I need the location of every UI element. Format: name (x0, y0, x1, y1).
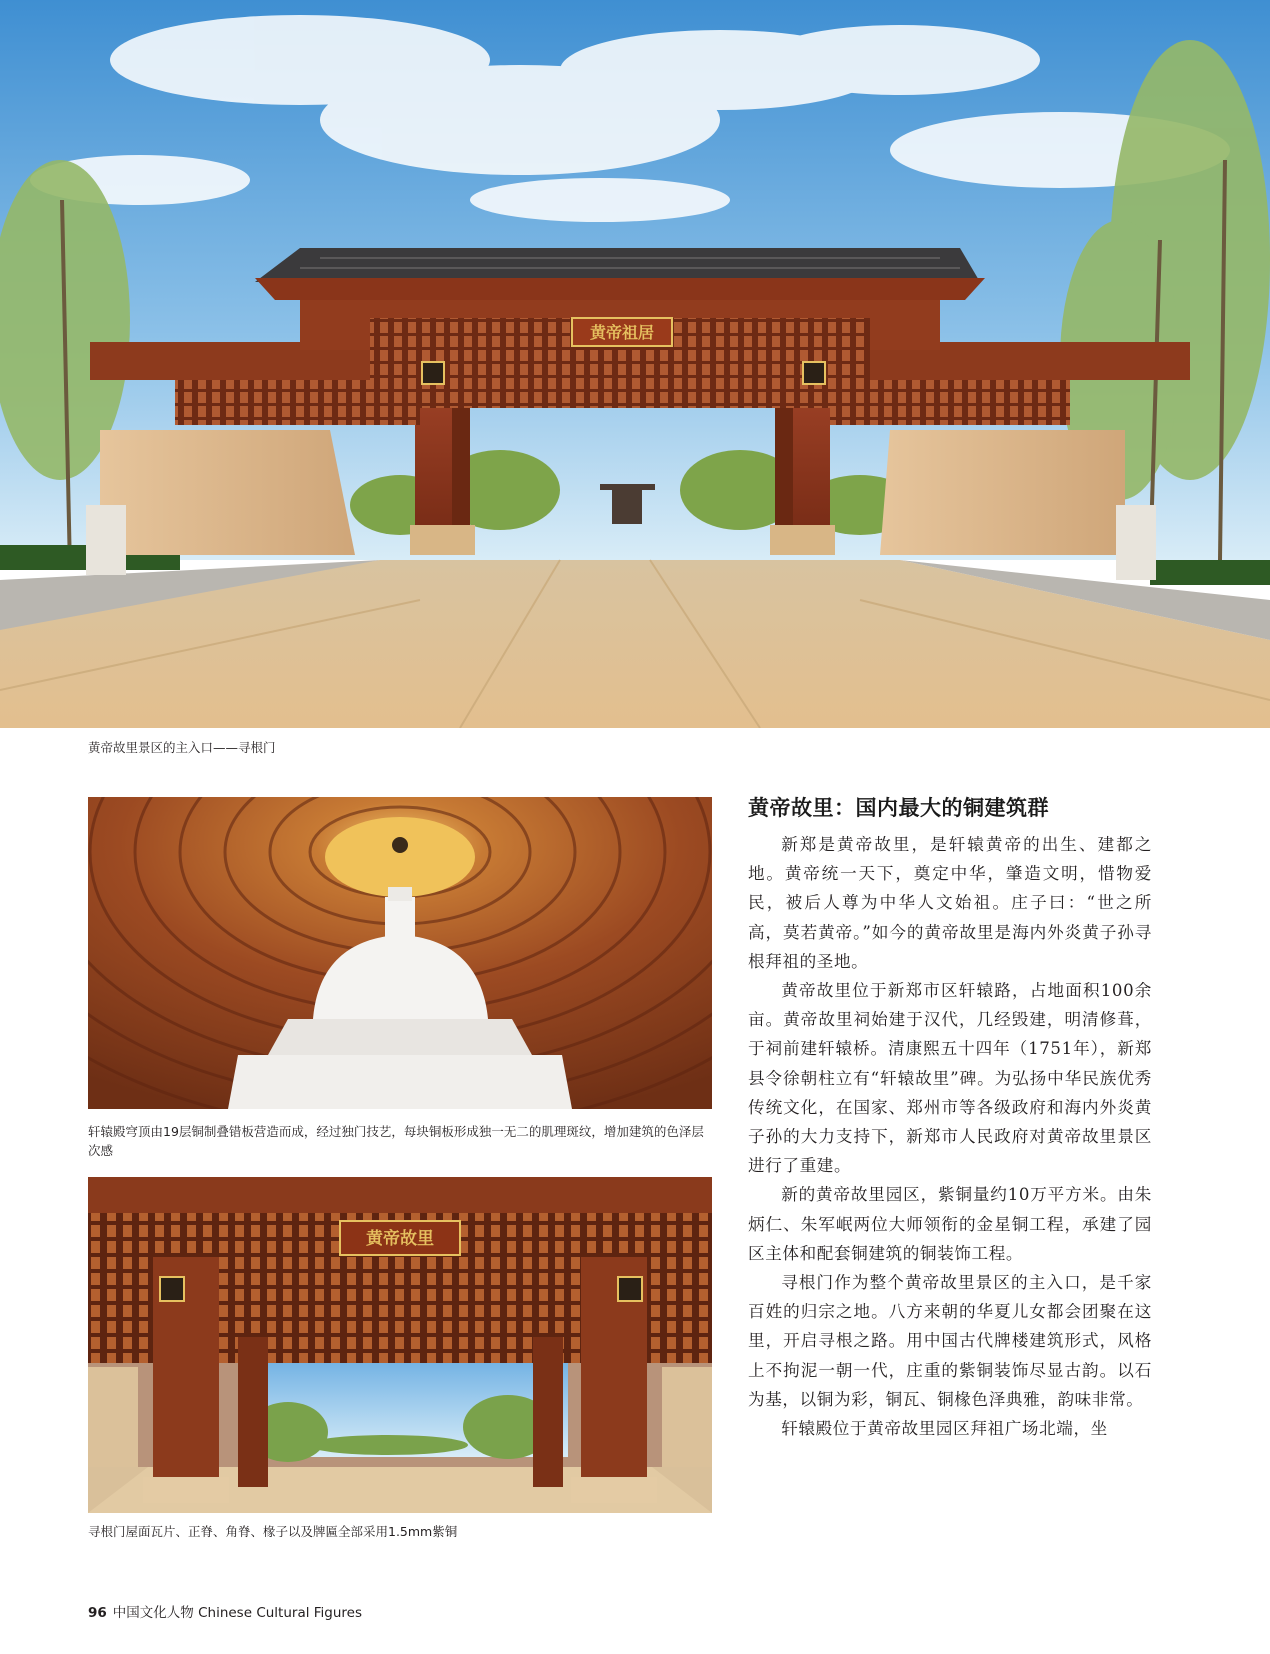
dome-photo (88, 797, 712, 1109)
gate-underside-photo-caption: 寻根门屋面瓦片、正脊、角脊、椽子以及牌匾全部采用1.5mm紫铜 (88, 1524, 458, 1539)
gate-underside-photo (88, 1177, 712, 1513)
page-footer (88, 1601, 362, 1621)
hero-photo-illustration (0, 0, 1270, 728)
gate-underside-illustration (88, 1177, 712, 1513)
dome-photo-illustration (88, 797, 712, 1109)
article-paragraph: 黄帝故里位于新郑市区轩辕路，占地面积100余亩。黄帝故里祠始建于汉代，几经毁建，明清修葺，于祠前建轩辕桥。清康熙五十四年（1751年），新郑县令徐朝柱立有“轩辕故里”碑。为弘扬中华民族优秀传统文化，在国家、郑州市等各级政府和海内外炎黄子孙的大力支持下，新郑市人民政府对黄帝故里景区进行了重建。 (748, 981, 1152, 1176)
hero-photo-xungen-gate (0, 0, 1270, 728)
article-paragraph: 新的黄帝故里园区，紫铜量约10万平方米。由朱炳仁、朱军岷两位大师领衔的金星铜工程，承建了园区主体和配套铜建筑的铜装饰工程。 (748, 1185, 1152, 1263)
article-column (748, 792, 1152, 1443)
article-paragraph: 轩辕殿位于黄帝故里园区拜祖广场北端，坐 (781, 1419, 1108, 1439)
article-headline: 黄帝故里：国内最大的铜建筑群 (748, 796, 1049, 820)
dome-photo-caption: 轩辕殿穹顶由19层铜制叠错板营造而成，经过独门技艺，每块铜板形成独一无二的肌理斑纹，增加建筑的色泽层次感 (88, 1124, 704, 1158)
gate-underside-plaque-text: 黄帝故里 (366, 1229, 434, 1249)
article-paragraph: 新郑是黄帝故里，是轩辕黄帝的出生、建都之地。黄帝统一天下，奠定中华，肇造文明，惜物爱民，被后人尊为中华人文始祖。庄子曰：“世之所高，莫若黄帝。”如今的黄帝故里是海内外炎黄子孙寻根拜祖的圣地。 (748, 835, 1152, 971)
magazine-name: 中国文化人物 Chinese Cultural Figures (112, 1605, 363, 1621)
gate-plaque-text: 黄帝祖居 (589, 323, 655, 342)
hero-photo-caption: 黄帝故里景区的主入口——寻根门 (88, 740, 276, 755)
page-number: 96 (88, 1605, 107, 1621)
article-paragraph: 寻根门作为整个黄帝故里景区的主入口，是千家百姓的归宗之地。八方来朝的华夏儿女都会团聚在这里，开启寻根之路。用中国古代牌楼建筑形式，风格上不拘泥一朝一代，庄重的紫铜装饰尽显古韵。以石为基，以铜为彩，铜瓦、铜椽色泽典雅，韵味非常。 (748, 1273, 1152, 1409)
